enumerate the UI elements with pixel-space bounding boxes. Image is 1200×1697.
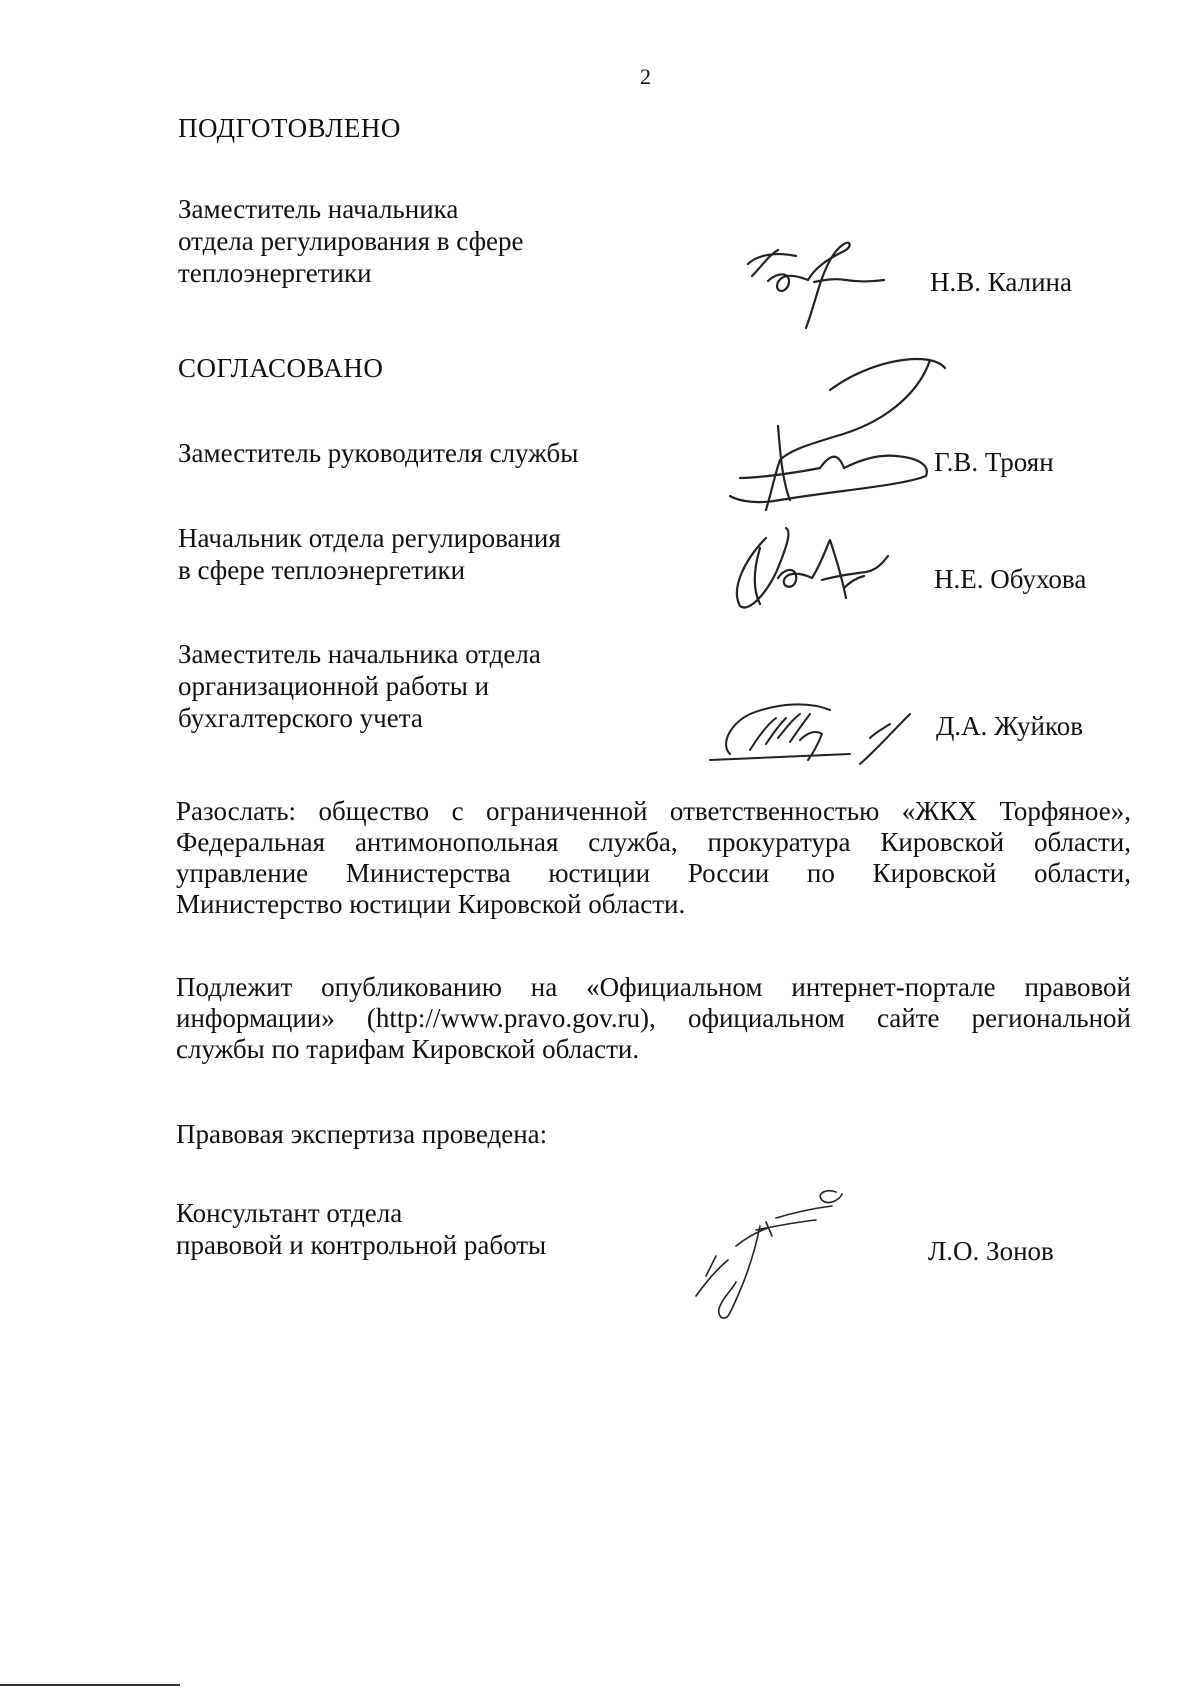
position-line: Начальник отдела регулирования [178,523,561,553]
footer-rule [0,1684,180,1686]
signature-zonov [676,1186,856,1326]
agreed-position-1 [178,437,578,469]
legal-review-name: Л.О. Зонов [928,1236,1054,1266]
position-line: Заместитель начальника [178,194,459,224]
signature-zhuikov [700,694,940,774]
position-line: Заместитель начальника отдела [178,639,541,669]
position-line: правовой и контрольной работы [176,1230,547,1260]
prepared-heading: ПОДГОТОВЛЕНО [178,113,401,143]
distribution-line: управление Министерства юстиции России по Кировской области, [176,858,1131,888]
signature-troyan [720,350,950,520]
agreed-name-1: Г.В. Троян [934,447,1054,477]
position-line: теплоэнергетики [178,258,372,288]
signature-obukhova [726,518,896,618]
legal-review-position [176,1197,546,1261]
position-line: Консультант отдела [176,1198,403,1228]
prepared-name: Н.В. Калина [930,267,1072,297]
publication-line: информации» (http://www.pravo.gov.ru), официальном сайте региональной [176,1003,1131,1033]
publication-line: службы по тарифам Кировской области. [176,1034,640,1064]
position-line: отдела регулирования в сфере [178,226,524,256]
distribution-line: Федеральная антимонопольная служба, прокуратура Кировской области, [176,827,1131,857]
position-line: в сфере теплоэнергетики [178,555,466,585]
legal-review-heading: Правовая экспертиза проведена: [176,1119,548,1149]
agreed-name-2: Н.Е. Обухова [934,564,1087,594]
distribution-line: Министерство юстиции Кировской области. [176,889,686,919]
publication-paragraph [176,972,1131,1065]
agreed-position-3 [178,638,541,734]
position-line: бухгалтерского учета [178,703,423,733]
prepared-position [178,193,524,289]
signature-kalina [738,236,888,336]
position-line: организационной работы и [178,671,490,701]
page-number: 2 [640,64,651,89]
publication-line: Подлежит опубликованию на «Официальном интернет-портале правовой [176,972,1131,1002]
agreed-name-3: Д.А. Жуйков [936,711,1083,741]
agreed-position-2 [178,522,561,586]
agreed-heading: СОГЛАСОВАНО [178,353,384,383]
position-line: Заместитель руководителя службы [178,438,579,468]
distribution-line: Разослать: общество с ограниченной ответственностью «ЖКХ Торфяное», [176,796,1131,826]
distribution-paragraph [176,796,1131,920]
